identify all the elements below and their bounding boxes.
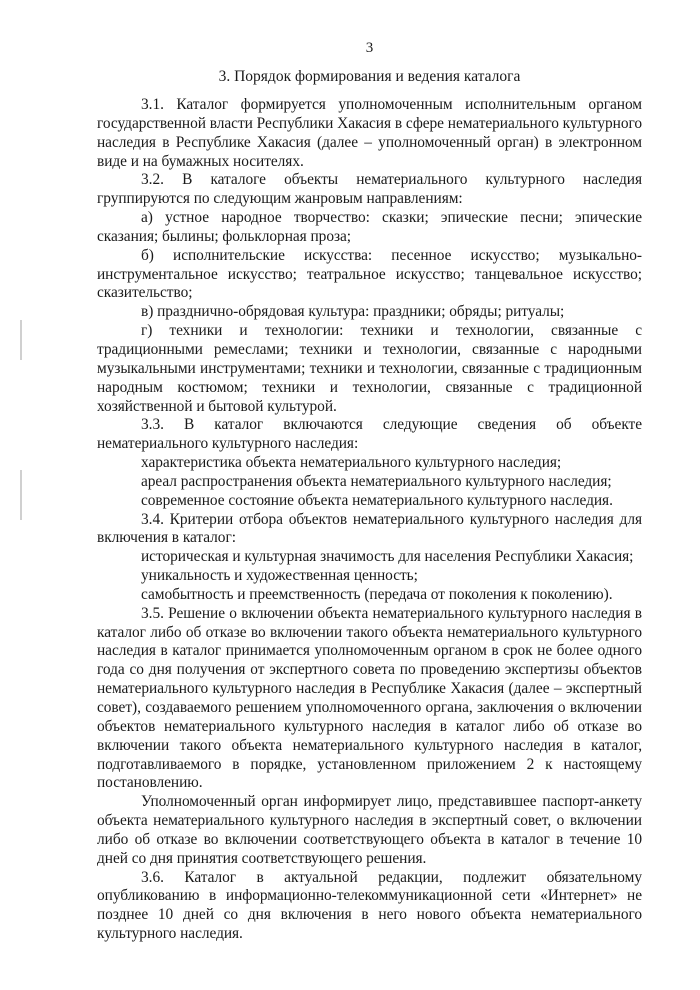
paragraph-3-1: 3.1. Каталог формируется уполномоченным исполнительным органом государственной власти Республики Хакасия в сфере нематериального культурного наследия в Республике Хакасия (далее – уполномоченный орган) в электронном виде и на бумажных носителях. bbox=[97, 96, 642, 170]
paragraph-3-2: 3.2. В каталоге объекты нематериального культурного наследия группируются по следующим жанровым направлениям: bbox=[97, 171, 642, 208]
list-item: характеристика объекта нематериального культурного наследия; bbox=[141, 454, 562, 472]
scan-artifact-line bbox=[20, 320, 22, 360]
paragraph-3-4: 3.4. Критерии отбора объектов нематериального культурного наследия для включения в каталог: bbox=[97, 510, 642, 547]
list-item-v: в) празднично-обрядовая культура: праздники; обряды; ритуалы; bbox=[141, 303, 565, 321]
page-number: 3 bbox=[365, 40, 374, 56]
paragraph-3-3: 3.3. В каталог включаются следующие сведения об объекте нематериального культурного наследия: bbox=[97, 416, 642, 453]
list-item-b: б) исполнительские искусства: песенное искусство; музыкально-инструментальное искусство; театральное искусство; танцевальное искусство; сказительство; bbox=[97, 246, 642, 302]
paragraph-3-5: 3.5. Решение о включении объекта нематериального культурного наследия в каталог либо об отказе во включении такого объекта нематериального культурного наследия в каталог принимается уполномоченным органом в срок не более одного года со дня получения от экспертного совета по проведению экспертизы объектов нематериального культурного наследия в Республике Хакасия (далее – экспертный совет), создаваемого решением уполномоченного органа, заключения о включении объектов нематериального культурного наследия в каталог либо об отказе во включении такого объекта нематериального культурного наследия в каталог, подготавливаемого в порядке, установленном приложением 2 к настоящему постановлению. bbox=[97, 604, 642, 792]
list-item-g: г) техники и технологии: техники и технологии, связанные с традиционными ремеслами; техники и технологии, связанные с народными музыкальными инструментами; техники и технологии, связанные с традиционным народным костюмом; техники и технологии, связанные с традиционной хозяйственной и бытовой культурой. bbox=[97, 322, 642, 415]
list-item: историческая и культурная значимость для населения Республики Хакасия; bbox=[141, 548, 634, 566]
list-item: самобытность и преемственность (передача от поколения к поколению). bbox=[141, 585, 613, 603]
document-body bbox=[97, 96, 642, 944]
list-item: ареал распространения объекта нематериального культурного наследия; bbox=[141, 472, 612, 490]
section-title: 3. Порядок формирования и ведения каталога bbox=[218, 68, 521, 85]
list-item: уникальность и художественная ценность; bbox=[141, 567, 418, 585]
scan-artifact-line bbox=[20, 470, 22, 520]
list-item-a: а) устное народное творчество: сказки; эпические песни; эпические сказания; былины; фольклорная проза; bbox=[97, 209, 642, 245]
list-item: современное состояние объекта нематериального культурного наследия. bbox=[141, 491, 613, 509]
paragraph-notification: Уполномоченный орган информирует лицо, представившее паспорт-анкету объекта нематериального культурного наследия в экспертный совет, о включении либо об отказе во включении соответствующего объекта в каталог в течение 10 дней со дня принятия соответствующего решения. bbox=[97, 793, 642, 867]
paragraph-3-6: 3.6. Каталог в актуальной редакции, подлежит обязательному опубликованию в информационно-телекоммуникационной сети «Интернет» не позднее 10 дней со дня включения в него нового объекта нематериального культурного наследия. bbox=[97, 868, 642, 943]
